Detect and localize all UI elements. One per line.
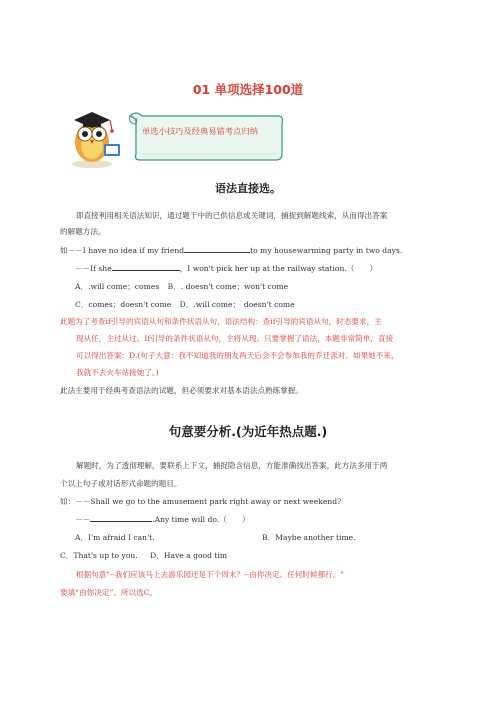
option-d: D．.will come； doesn't come <box>179 300 295 309</box>
section1-explanation-line4: 我就不去火车站接她了。) <box>76 368 159 377</box>
section2-option-b: B．Maybe another time. <box>262 533 356 542</box>
section1-options-cd <box>75 297 295 313</box>
section2-explanation-line2: 要填“由你决定”。所以选C。 <box>60 588 158 597</box>
page-title: 01 单项选择100道 <box>192 82 304 97</box>
answer-blank <box>184 244 250 253</box>
section1-intro-line2: 的解题方法。 <box>60 227 106 236</box>
question-text: .Any time will do.（ ） <box>152 515 250 524</box>
section2-intro-line2: 个以上句子或对话形式命题的题目。 <box>60 479 182 488</box>
section1-question-line1 <box>60 243 402 259</box>
section1-question-line2 <box>75 261 377 277</box>
section2-option-a: A．I'm afraid I can't. <box>75 533 155 542</box>
option-a: A．.will come；comes <box>75 282 160 291</box>
question-text: ，I won't pick her up at the railway station.（ ） <box>179 264 378 273</box>
graduate-owl-icon <box>66 98 128 170</box>
section1-options-ab <box>75 279 288 295</box>
option-c: C．That's up to you. <box>60 551 138 560</box>
section1-intro-line1: 即直接利用相关语法知识，通过题干中的已供信息或关键词，捕捉到解题线索，从而得出答案 <box>76 211 388 220</box>
section1-heading: 语法直接选。 <box>215 182 281 195</box>
section1-explanation-line2: 现从任，主过从过。If引导的条件状语从句，主将从现。只要掌握了语法，本题非常简单，直接 <box>76 334 394 343</box>
answer-blank <box>90 513 152 522</box>
section1-explanation-line1: 此题为了考查if引导的宾语从句和条件状语从句，语法结构：查if引导的宾语从句，时态要求，主 <box>60 317 382 326</box>
section1-explanation-line3: 可以得出答案：D.(句子大意：我不知道我的朋友两天后会不会参加我的乔迁派对。如果她不来， <box>76 351 399 360</box>
question-text: to my housewarming party in two days. <box>250 246 403 255</box>
banner-label: 单选小技巧及经典易错考点归纳 <box>142 126 259 136</box>
section2-question-line1: 如：－－Shall we go to the amusement park right away or next weekend? <box>60 497 342 506</box>
section2-intro-line1: 解题时，为了透彻理解，要联系上下文，捕捉隐含信息，方能准确找出答案，此方法多用于两 <box>76 461 388 470</box>
section1-note: 此法主要用于经典考查语法的试题，但必须要求对基本语法点熟练掌握。 <box>60 386 303 395</box>
banner-scroll <box>126 110 286 164</box>
option-b: B．. doesn't come；won't come <box>167 282 289 291</box>
question-text: 如－－I have no idea if my friend <box>60 246 185 255</box>
section2-explanation-line1: 根据句意"--我们应该马上去游乐园还是下个周末？--由你决定。任何时候都行。" <box>76 570 344 579</box>
section2-question-line2 <box>75 512 250 528</box>
answer-blank <box>112 262 180 271</box>
option-d: D．Have a good tim <box>150 551 228 560</box>
question-text: －－If she <box>75 264 112 273</box>
option-c: C．comes；doesn't come <box>75 300 172 309</box>
section2-heading: 句意要分析.(为近年热点题.) <box>168 424 328 439</box>
question-text: －－ <box>75 515 91 524</box>
section2-options-cd <box>60 548 227 564</box>
